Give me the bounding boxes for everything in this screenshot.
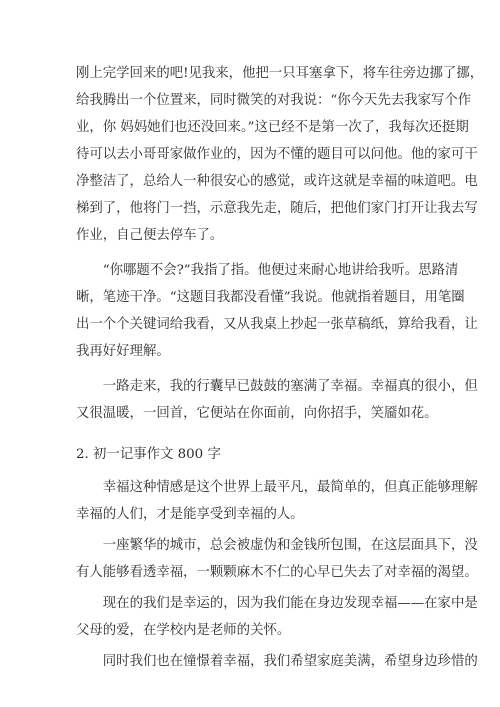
text-line: 给我腾出一个位置来，同时微笑的对我说：“你今天先去我家写个作 [76, 93, 472, 108]
text-line: 同时我们也在憧憬着幸福，我们希望家庭美满，希望身边珍惜的 [102, 654, 478, 669]
paragraph-7 [76, 648, 478, 675]
paragraph-3 [76, 373, 478, 427]
paragraph-2 [76, 257, 478, 365]
text-line: “你哪题不会?”我指了指。他便过来耐心地讲给我听。思路清 [102, 263, 459, 278]
text-line: 一路走来，我的行囊早已鼓鼓的塞满了幸福。幸福真的很小，但 [102, 379, 478, 394]
text-line: 幸福的人们，才是能享受到幸福的人。 [76, 507, 304, 522]
document-page [76, 60, 484, 679]
paragraph-6 [76, 590, 478, 644]
text-line: 现在的我们是幸运的，因为我们能在身边发现幸福——在家中是 [102, 596, 478, 611]
paragraph-5 [76, 532, 478, 586]
text-line: 一座繁华的城市，总会被虚伪和金钱所包围，在这层面具下，没 [102, 538, 478, 553]
paragraph-4 [76, 474, 478, 528]
text-line: 我再好好理解。 [76, 344, 170, 359]
text-line: 梯到了，他将门一挡，示意我先走，随后，把他们家门打开让我去写 [76, 201, 478, 216]
text-line: 业，你 妈妈她们也还没回来。”这已经不是第一次了，我每次还挺期 [76, 120, 469, 135]
text-line: 出一个个关键词给我看，又从我桌上抄起一张草稿纸，算给我看，让 [76, 317, 478, 332]
text-line: 净整洁了，总给人一种很安心的感觉，或许这就是幸福的味道吧。电 [76, 174, 478, 189]
text-line: 有人能够看透幸福，一颗颗麻木不仁的心早已失去了对幸福的渴望。 [76, 565, 478, 580]
text-line: 待可以去小哥哥家做作业的，因为不懂的题目可以问他。他的家可干 [76, 147, 478, 162]
text-line: 父母的爱，在学校内是老师的关怀。 [76, 623, 291, 638]
text-line: 晰，笔迹干净。“这题目我都没看懂”我说。他就指着题目，用笔圈 [76, 290, 465, 305]
text-line: 刚上完学回来的吧!见我来，他把一只耳塞拿下，将车往旁边挪了挪， [76, 66, 484, 81]
text-line: 作业，自己便去停车了。 [76, 228, 224, 243]
text-line: 又很温暖，一回首，它便站在你面前，向你招手，笑靥如花。 [76, 406, 438, 421]
section-heading: 2. 初一记事作文 800 字 [76, 447, 221, 462]
paragraph-1 [76, 60, 484, 249]
text-line: 幸福这种情感是这个世界上最平凡，最简单的，但真正能够理解 [102, 480, 478, 495]
